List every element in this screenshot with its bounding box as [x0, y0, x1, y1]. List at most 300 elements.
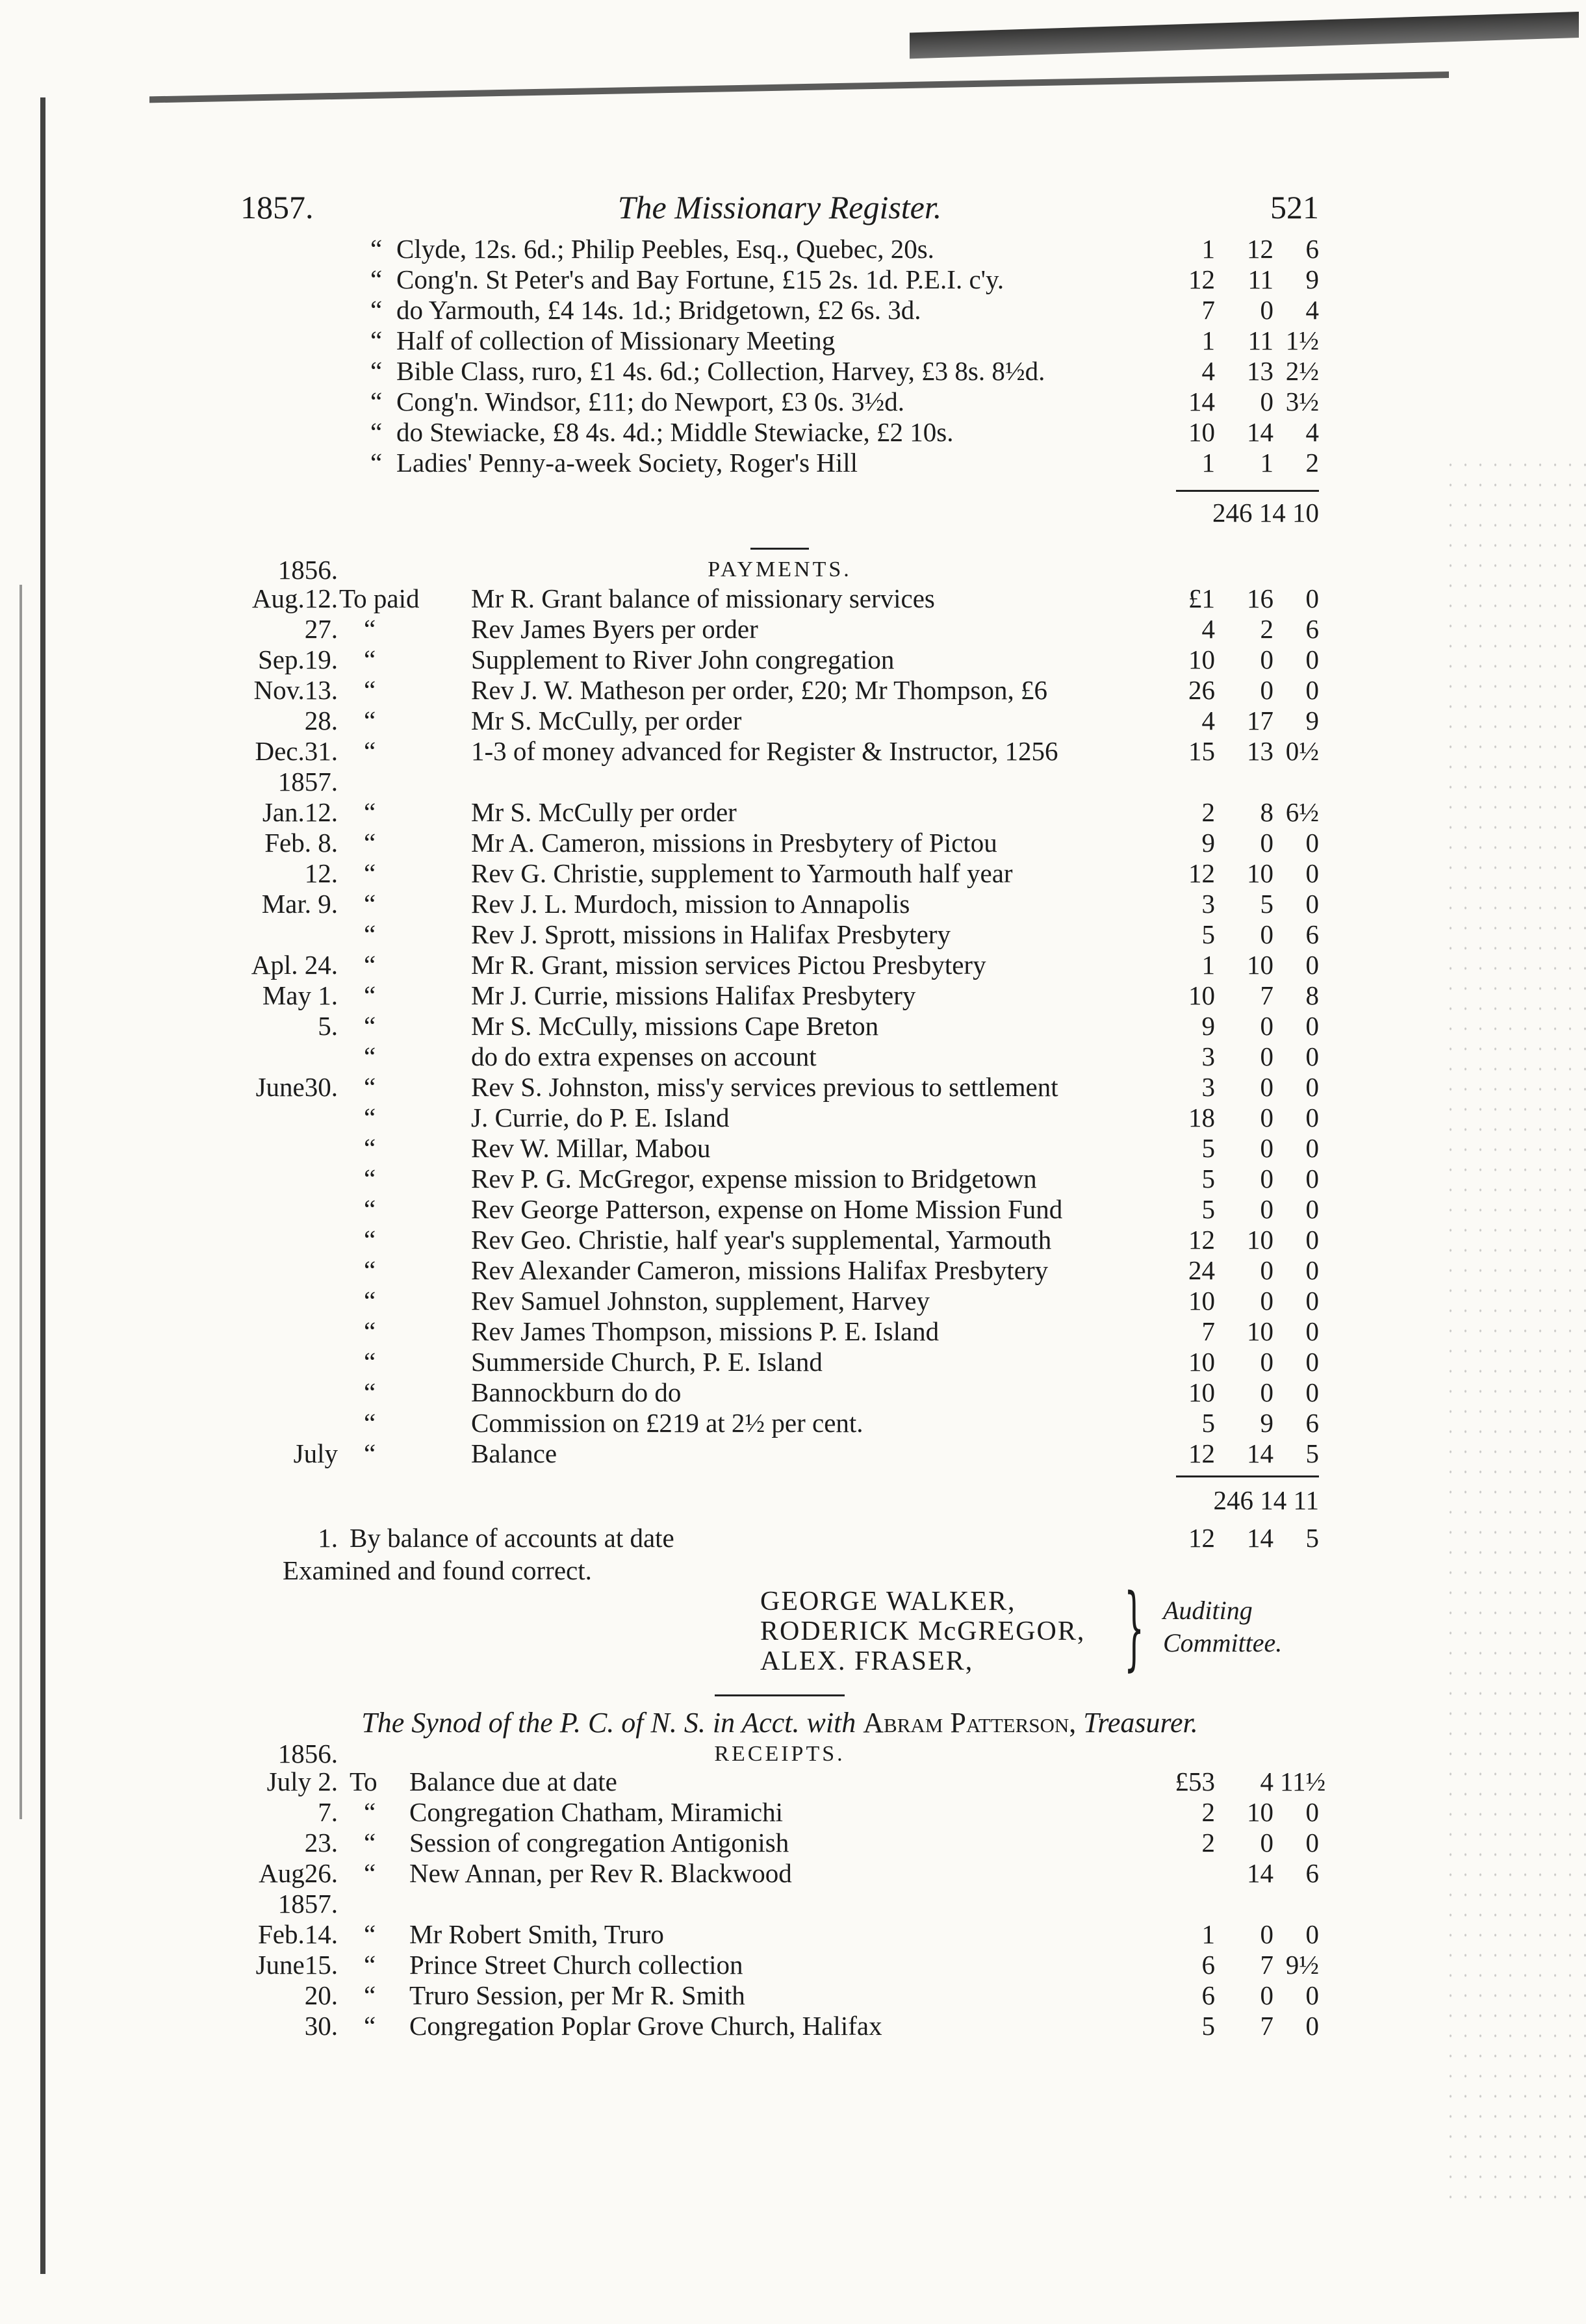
entry-pounds: 3	[1201, 1041, 1215, 1071]
entry-description: Mr R. Grant balance of missionary services	[471, 583, 935, 613]
entry-description: Mr S. McCully, per order	[471, 706, 742, 735]
entry-description: Congregation Poplar Grove Church, Halifax	[409, 2011, 882, 2041]
entry-ditto: “	[370, 387, 383, 416]
account-title-pre: The Synod of the P. C. of N. S. in Acct. with	[361, 1707, 856, 1739]
entry-pence: 0	[1305, 1919, 1319, 1949]
entry-pounds: 10	[1188, 1286, 1215, 1316]
entry-ditto: “	[364, 1377, 376, 1407]
entry-ditto: “	[364, 2011, 376, 2041]
top-total-value: 246 14 10	[1212, 498, 1319, 528]
section-rule	[750, 548, 809, 550]
entry-pence: 1½	[1285, 326, 1319, 355]
entry-shillings: 13	[1247, 356, 1273, 386]
entry-date: Apl. 24.	[251, 950, 338, 980]
receipts-table	[240, 1767, 1326, 2041]
payment-entry	[240, 1133, 1319, 1164]
entry-pence: 0	[1305, 2011, 1319, 2041]
entry-date: May 1.	[262, 980, 338, 1010]
entry-shillings: 1	[1260, 448, 1273, 478]
entry-ditto: “	[364, 858, 376, 888]
balance-pounds: 12	[1188, 1523, 1215, 1553]
balance-shillings: 14	[1247, 1523, 1273, 1553]
entry-description: Rev Alexander Cameron, missions Halifax Presbytery	[471, 1255, 1049, 1285]
entry-shillings: 0	[1260, 1255, 1273, 1285]
payment-entry	[240, 1347, 1319, 1377]
scan-speckle	[1443, 455, 1586, 2209]
entry-description: Mr Robert Smith, Truro	[409, 1919, 664, 1949]
entry-pence: 6	[1305, 234, 1319, 264]
entry-ditto: “	[364, 797, 376, 827]
scan-edge-left	[40, 97, 45, 2274]
entry-pounds: 5	[1201, 1408, 1215, 1438]
entry-shillings: 13	[1247, 736, 1273, 766]
entry-pounds: £53	[1175, 1767, 1215, 1796]
entry-shillings: 0	[1260, 387, 1273, 416]
entry-shillings: 4	[1260, 1767, 1273, 1796]
entry-pounds: 6	[1201, 1980, 1215, 2010]
entry-date: Feb. 8.	[264, 828, 338, 858]
payment-entry	[240, 1225, 1319, 1255]
entry-ditto: “	[370, 234, 383, 264]
entry-description: J. Currie, do P. E. Island	[471, 1103, 730, 1132]
entry-description: Congregation Chatham, Miramichi	[409, 1797, 784, 1827]
entry-pounds: 5	[1201, 1133, 1215, 1163]
entry-shillings: 10	[1247, 1225, 1273, 1255]
balance-pence: 5	[1305, 1523, 1319, 1553]
entry-date: 5.	[318, 1011, 338, 1041]
examined-line	[240, 1555, 1319, 1587]
account-title	[240, 1705, 1319, 1741]
entry-pence: 4	[1305, 295, 1319, 325]
payment-entry	[240, 1041, 1319, 1072]
top-total	[240, 492, 1319, 533]
entry-ditto: To	[350, 1767, 377, 1796]
receipt-entry	[240, 1980, 1319, 2011]
entry-pounds: 1	[1201, 234, 1215, 264]
entry-pence: 0	[1305, 1347, 1319, 1377]
balance-date: 1.	[318, 1523, 338, 1553]
header-page-number: 521	[1270, 189, 1319, 225]
entry-description: Cong'n. St Peter's and Bay Fortune, £15 2s. 1d. P.E.I. c'y.	[396, 264, 1004, 294]
entry-description: Rev George Patterson, expense on Home Mission Fund	[471, 1194, 1063, 1224]
entry-shillings: 0	[1260, 1133, 1273, 1163]
payment-entry	[240, 1438, 1319, 1469]
payment-entry	[240, 858, 1319, 889]
receipt-entry	[240, 295, 1319, 326]
entry-description: Mr A. Cameron, missions in Presbytery of Pictou	[471, 828, 997, 858]
entry-ditto: “	[364, 1980, 376, 2010]
entry-pence: 0	[1305, 1828, 1319, 1858]
entry-description: do do extra expenses on account	[471, 1041, 817, 1071]
receipt-entry	[240, 326, 1319, 356]
entry-shillings: 14	[1247, 1438, 1273, 1468]
receipt-entry	[240, 234, 1319, 264]
entry-date: Feb.14.	[258, 1919, 338, 1949]
entry-description: Commission on £219 at 2½ per cent.	[471, 1408, 863, 1438]
entry-pence: 0	[1305, 950, 1319, 980]
entry-pounds: 1	[1201, 448, 1215, 478]
receipt-entry	[240, 1889, 1319, 1919]
entry-pence: 6	[1305, 1858, 1319, 1888]
entry-pence: 0	[1305, 1377, 1319, 1407]
receipt-entry	[240, 1858, 1319, 1889]
entry-pence: 0	[1305, 1164, 1319, 1194]
entry-shillings: 0	[1260, 1286, 1273, 1316]
entry-description: Rev S. Johnston, miss'y services previous to settlement	[471, 1072, 1058, 1102]
entry-date: 23.	[304, 1828, 338, 1858]
entry-pence: 0	[1305, 1316, 1319, 1346]
entry-pounds: 5	[1201, 919, 1215, 949]
entry-ditto: “	[364, 614, 376, 644]
entry-shillings: 0	[1260, 1980, 1273, 2010]
entry-shillings: 7	[1260, 980, 1273, 1010]
entry-ditto: “	[370, 356, 383, 386]
entry-ditto: “	[364, 889, 376, 919]
entry-pence: 0	[1305, 1797, 1319, 1827]
entry-shillings: 10	[1247, 950, 1273, 980]
entry-date: June30.	[255, 1072, 338, 1102]
entry-pounds: 26	[1188, 675, 1215, 705]
entry-shillings: 0	[1260, 1828, 1273, 1858]
entry-pence: 5	[1305, 1438, 1319, 1468]
entry-pounds: 12	[1188, 1438, 1215, 1468]
entry-pence: 9	[1305, 264, 1319, 294]
entry-pounds: 1	[1201, 1919, 1215, 1949]
entry-date: July	[293, 1438, 338, 1468]
entry-ditto: “	[364, 1316, 376, 1346]
payment-entry	[240, 1011, 1319, 1041]
entry-description: Mr J. Currie, missions Halifax Presbytery	[471, 980, 916, 1010]
entry-shillings: 0	[1260, 1011, 1273, 1041]
entry-pounds: 12	[1188, 1225, 1215, 1255]
entry-pence: 0	[1305, 1255, 1319, 1285]
entry-shillings: 0	[1260, 828, 1273, 858]
entry-date: 1857.	[277, 1889, 338, 1919]
entry-ditto: “	[364, 1255, 376, 1285]
entry-shillings: 0	[1260, 1919, 1273, 1949]
entry-pounds: 10	[1188, 1347, 1215, 1377]
entry-pounds: 12	[1188, 264, 1215, 294]
receipt-entry	[240, 264, 1319, 295]
entry-pence: 0	[1305, 1011, 1319, 1041]
entry-pounds: 4	[1201, 614, 1215, 644]
entry-pounds: 9	[1201, 828, 1215, 858]
payment-entry	[240, 1286, 1319, 1316]
entry-description: Rev J. L. Murdoch, mission to Annapolis	[471, 889, 910, 919]
payment-entry	[240, 797, 1319, 828]
entry-ditto: “	[364, 919, 376, 949]
payment-entry	[240, 706, 1319, 736]
entry-ditto: “	[364, 1950, 376, 1980]
entry-ditto: “	[364, 675, 376, 705]
entry-date: Jan.12.	[262, 797, 338, 827]
entry-pounds: 10	[1188, 645, 1215, 674]
entry-description: Session of congregation Antigonish	[409, 1828, 789, 1858]
receipts-heading: RECEIPTS.	[714, 1742, 845, 1766]
payment-entry	[240, 767, 1319, 797]
entry-description: Balance due at date	[409, 1767, 617, 1796]
entry-pence: 4	[1305, 417, 1319, 447]
entry-shillings: 10	[1247, 1797, 1273, 1827]
entry-pounds: 5	[1201, 2011, 1215, 2041]
entry-shillings: 0	[1260, 1347, 1273, 1377]
entry-description: Rev G. Christie, supplement to Yarmouth half year	[471, 858, 1013, 888]
receipt-entry	[240, 1767, 1326, 1797]
entry-description: Mr R. Grant, mission services Pictou Presbytery	[471, 950, 986, 980]
entry-description: do Stewiacke, £8 4s. 4d.; Middle Stewiacke, £2 10s.	[396, 417, 954, 447]
entry-date: Aug.12.	[251, 583, 338, 613]
entry-description: New Annan, per Rev R. Blackwood	[409, 1858, 792, 1888]
entry-pounds: 7	[1201, 295, 1215, 325]
entry-pounds: 1	[1201, 326, 1215, 355]
entry-pence: 6½	[1285, 797, 1319, 827]
entry-ditto: “	[370, 417, 383, 447]
entry-shillings: 10	[1247, 858, 1273, 888]
payment-entry	[240, 583, 1319, 614]
entry-date: Mar. 9.	[261, 889, 338, 919]
entry-ditto: “	[364, 1797, 376, 1827]
entry-description: do Yarmouth, £4 14s. 1d.; Bridgetown, £2 6s. 3d.	[396, 295, 921, 325]
entry-pence: 0	[1305, 1286, 1319, 1316]
auditor-name: RODERICK McGREGOR,	[760, 1616, 1086, 1646]
entry-ditto: “	[364, 1438, 376, 1468]
entry-pounds: 2	[1201, 1797, 1215, 1827]
entry-pounds: 14	[1188, 387, 1215, 416]
entry-ditto: “	[364, 1225, 376, 1255]
balance-line	[240, 1523, 1319, 1555]
payment-entry	[240, 889, 1319, 919]
auditor-name: GEORGE WALKER,	[760, 1587, 1016, 1616]
entry-shillings: 0	[1260, 1194, 1273, 1224]
entry-pence: 9	[1305, 706, 1319, 735]
entry-pounds: 2	[1201, 1828, 1215, 1858]
entry-shillings: 14	[1247, 417, 1273, 447]
entry-pounds: 18	[1188, 1103, 1215, 1132]
entry-description: Summerside Church, P. E. Island	[471, 1347, 823, 1377]
entry-description: Mr S. McCully per order	[471, 797, 737, 827]
entry-pounds: 12	[1188, 858, 1215, 888]
committee-label: Auditing	[1163, 1596, 1253, 1625]
top-entries	[240, 234, 1319, 478]
entry-ditto: To paid	[339, 583, 420, 613]
entry-pence: 0	[1305, 828, 1319, 858]
scan-edge-left-faint	[19, 585, 22, 1819]
account-rule	[715, 1694, 845, 1696]
entry-shillings: 16	[1247, 583, 1273, 613]
entry-pence: 9½	[1285, 1950, 1319, 1980]
entry-shillings: 0	[1260, 1072, 1273, 1102]
entry-pence: 6	[1305, 919, 1319, 949]
payment-entry	[240, 1072, 1319, 1103]
auditors-brace: }	[1124, 1575, 1145, 1681]
payment-entry	[240, 919, 1319, 950]
entry-pence: 3½	[1285, 387, 1319, 416]
entry-date: 7.	[318, 1797, 338, 1827]
entry-pence: 11½	[1280, 1767, 1326, 1796]
entry-pence: 0	[1305, 1072, 1319, 1102]
entry-pence: 0	[1305, 1103, 1319, 1132]
entry-pence: 2½	[1285, 356, 1319, 386]
entry-ditto: “	[364, 1164, 376, 1194]
scan-edge-line	[149, 71, 1449, 103]
payment-entry	[240, 736, 1319, 767]
header-title: The Missionary Register.	[617, 189, 942, 225]
payment-entry	[240, 1255, 1319, 1286]
payments-heading-row	[240, 556, 1319, 583]
entry-ditto: “	[364, 950, 376, 980]
entry-pounds: 10	[1188, 417, 1215, 447]
entry-pence: 0	[1305, 583, 1319, 613]
payment-entry	[240, 828, 1319, 858]
entry-pounds: 5	[1201, 1164, 1215, 1194]
entry-pounds: 4	[1201, 706, 1215, 735]
entry-description: Half of collection of Missionary Meeting	[396, 326, 836, 355]
entry-pence: 0	[1305, 1041, 1319, 1071]
entry-pounds: 5	[1201, 1194, 1215, 1224]
entry-ditto: “	[364, 1828, 376, 1858]
entry-description: Rev P. G. McGregor, expense mission to Bridgetown	[471, 1164, 1037, 1194]
receipt-entry	[240, 1950, 1319, 1980]
payments-total-value: 246 14 11	[1213, 1485, 1319, 1515]
page-header	[240, 188, 1319, 234]
header-year: 1857.	[240, 189, 314, 225]
entry-date: Sep.19.	[258, 645, 338, 674]
committee-label: Committee.	[1163, 1628, 1283, 1657]
entry-pounds: 4	[1201, 356, 1215, 386]
entry-shillings: 2	[1260, 614, 1273, 644]
entry-shillings: 12	[1247, 234, 1273, 264]
entry-pence: 0½	[1285, 736, 1319, 766]
entry-date: Nov.13.	[253, 675, 338, 705]
entry-pence: 0	[1305, 675, 1319, 705]
entry-pounds: 7	[1201, 1316, 1215, 1346]
payment-entry	[240, 1164, 1319, 1194]
entry-ditto: “	[364, 980, 376, 1010]
account-title-name: Abram Patterson,	[863, 1707, 1077, 1739]
entry-pence: 0	[1305, 1225, 1319, 1255]
entry-pence: 0	[1305, 858, 1319, 888]
entry-date: 12.	[304, 858, 338, 888]
entry-shillings: 0	[1260, 1041, 1273, 1071]
examined-text: Examined and found correct.	[283, 1555, 592, 1585]
entry-date: June15.	[255, 1950, 338, 1980]
entry-shillings: 9	[1260, 1408, 1273, 1438]
document-page	[240, 188, 1326, 2041]
entry-pence: 8	[1305, 980, 1319, 1010]
entry-pounds: 6	[1201, 1950, 1215, 1980]
entry-date: 20.	[304, 1980, 338, 2010]
entry-date: 1857.	[277, 767, 338, 797]
entry-pence: 0	[1305, 1133, 1319, 1163]
entry-pence: 0	[1305, 889, 1319, 919]
entry-description: Rev J. Sprott, missions in Halifax Presbytery	[471, 919, 951, 949]
payments-year: 1856.	[277, 555, 338, 585]
entry-pounds: 15	[1188, 736, 1215, 766]
entry-pence: 6	[1305, 1408, 1319, 1438]
entry-pounds: 3	[1201, 889, 1215, 919]
entry-date: 30.	[304, 2011, 338, 2041]
scan-edge-top	[910, 12, 1579, 58]
entry-ditto: “	[364, 1347, 376, 1377]
entry-pounds: 1	[1201, 950, 1215, 980]
entry-description: Clyde, 12s. 6d.; Philip Peebles, Esq., Quebec, 20s.	[396, 234, 934, 264]
entry-ditto: “	[364, 828, 376, 858]
entry-shillings: 11	[1247, 264, 1273, 294]
receipt-entry	[240, 1828, 1319, 1858]
entry-shillings: 0	[1260, 295, 1273, 325]
payment-entry	[240, 675, 1319, 706]
entry-shillings: 0	[1260, 645, 1273, 674]
entry-ditto: “	[364, 1194, 376, 1224]
entry-description: Rev James Thompson, missions P. E. Island	[471, 1316, 940, 1346]
entry-ditto: “	[364, 1919, 376, 1949]
entry-description: Rev Samuel Johnston, supplement, Harvey	[471, 1286, 930, 1316]
payment-entry	[240, 1408, 1319, 1438]
entry-date: July 2.	[266, 1767, 338, 1796]
auditors-block	[240, 1575, 1319, 1684]
entry-date: Dec.31.	[255, 736, 338, 766]
entry-shillings: 10	[1247, 1316, 1273, 1346]
payment-entry	[240, 1377, 1319, 1408]
entry-pounds: £1	[1188, 583, 1215, 613]
entry-pounds: 10	[1188, 1377, 1215, 1407]
account-title-post: Treasurer.	[1083, 1707, 1198, 1739]
entry-ditto: “	[370, 295, 383, 325]
entry-ditto: “	[364, 1133, 376, 1163]
entry-ditto: “	[364, 1072, 376, 1102]
entry-description: Mr S. McCully, missions Cape Breton	[471, 1011, 879, 1041]
payment-entry	[240, 980, 1319, 1011]
entry-shillings: 8	[1260, 797, 1273, 827]
receipt-entry	[240, 387, 1319, 417]
entry-description: Prince Street Church collection	[409, 1950, 743, 1980]
payment-entry	[240, 950, 1319, 980]
payment-entry	[240, 645, 1319, 675]
entry-shillings: 0	[1260, 675, 1273, 705]
entry-ditto: “	[364, 1011, 376, 1041]
payments-table	[240, 583, 1319, 1469]
entry-ditto: “	[364, 1041, 376, 1071]
auditor-name: ALEX. FRASER,	[760, 1646, 974, 1676]
receipt-entry	[240, 1919, 1319, 1950]
receipt-entry	[240, 356, 1319, 387]
entry-pounds: 10	[1188, 980, 1215, 1010]
entry-ditto: “	[370, 448, 383, 478]
entry-ditto: “	[370, 264, 383, 294]
entry-description: Balance	[471, 1438, 557, 1468]
entry-shillings: 11	[1247, 326, 1273, 355]
entry-description: Supplement to River John congregation	[471, 645, 895, 674]
payment-entry	[240, 614, 1319, 645]
entry-shillings: 5	[1260, 889, 1273, 919]
entry-ditto: “	[364, 706, 376, 735]
entry-pounds: 2	[1201, 797, 1215, 827]
payments-heading: PAYMENTS.	[708, 557, 852, 581]
entry-description: Cong'n. Windsor, £11; do Newport, £3 0s. 3½d.	[396, 387, 904, 416]
entry-description: Rev J. W. Matheson per order, £20; Mr Thompson, £6	[471, 675, 1048, 705]
entry-description: Truro Session, per Mr R. Smith	[409, 1980, 745, 2010]
entry-shillings: 17	[1247, 706, 1273, 735]
receipts-heading-row	[240, 1741, 1319, 1767]
balance-text: By balance of accounts at date	[350, 1523, 674, 1553]
entry-ditto: “	[364, 645, 376, 674]
entry-description: Rev W. Millar, Mabou	[471, 1133, 711, 1163]
payments-total	[240, 1477, 1319, 1523]
entry-date: Aug26.	[259, 1858, 338, 1888]
receipts-year: 1856.	[277, 1739, 338, 1769]
entry-ditto: “	[364, 1103, 376, 1132]
entry-shillings: 7	[1260, 1950, 1273, 1980]
